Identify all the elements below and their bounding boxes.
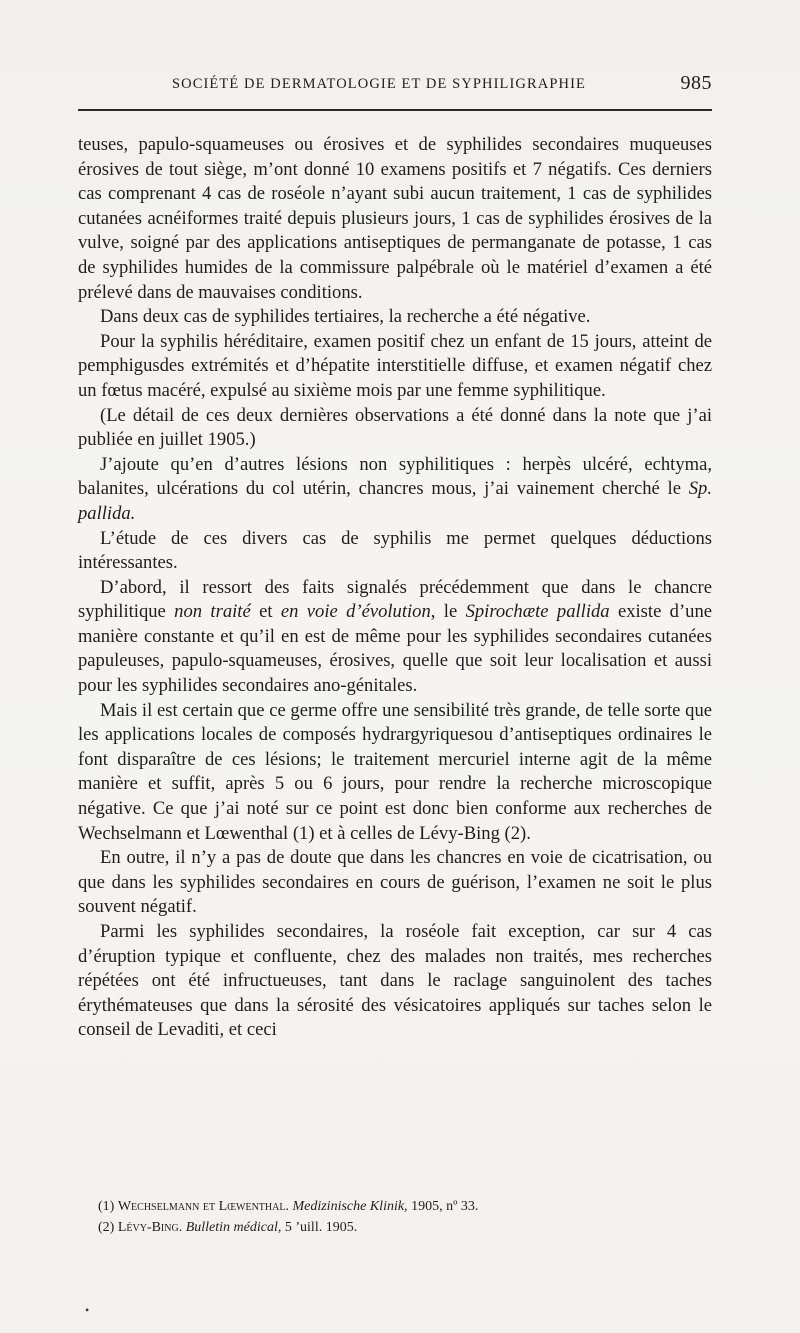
italic-term: Spirochæte pallida	[465, 601, 610, 623]
paragraph: Dans deux cas de syphilides tertiaires, la recherche a été négative.	[100, 306, 591, 328]
footnote-number: (2)	[98, 1220, 118, 1235]
paragraph: (Le détail de ces deux dernières observations a été donné dans la note que j’ai publiée en juillet 1905.)	[78, 404, 712, 451]
paragraph: Pour la syphilis héréditaire, examen positif chez un enfant de 15 jours, atteint de pemphigusdes extrémités et d’hépatite interstitielle diffuse, et examen négatif chez un fœtus macéré, expulsé au sixième mois par une femme syphilitique.	[78, 330, 712, 401]
footnote-journal: Bulletin médical,	[185, 1220, 282, 1235]
paragraph-text: existe d’une manière constante et qu’il en est de même pour les syphilides secondaires cutanées papuleuses, papulo-squameuses, érosives, quelle que soit leur localisation et aussi pour les syphilides secondaires ano-génitales.	[78, 601, 713, 697]
page-header	[78, 74, 712, 98]
footnote-2	[98, 1217, 718, 1238]
paragraph: L’étude de ces divers cas de syphilis me permet quelques déductions intéressantes.	[78, 527, 712, 574]
footnote-details: 5 ’uill. 1905.	[281, 1220, 358, 1235]
paragraph	[78, 453, 712, 527]
paragraph-text: D’abord, il ressort des faits signalés précédemment que dans le chancre syphilitique	[78, 576, 712, 623]
footnote-details: 1905, nº 33.	[407, 1199, 479, 1214]
running-title: SOCIÉTÉ DE DERMATOLOGIE ET DE SYPHILIGRAPHIE	[172, 76, 586, 92]
italic-term: Sp. pallida.	[78, 478, 712, 524]
italic-term: non traité	[174, 601, 251, 623]
paragraph: En outre, il n’y a pas de doute que dans les chancres en voie de cicatrisation, ou que dans les syphilides secondaires en cours de guérison, l’examen ne soit le plus souvent négatif.	[78, 847, 712, 918]
paragraph: Mais il est certain que ce germe offre une sensibilité très grande, de telle sorte que les applications locales de composés hydrargyriquesou d’antiseptiques ordinaires le font disparaître de ces lésions; le traitement mercuriel interne agit de la même manière et suffit, après 5 ou 6 jours, pour rendre la recherche microscopique négative. Ce que j’ai noté sur ce point est donc bien conforme aux recherches de Wechselmann et Lœwenthal (1) et à celles de Lévy-Bing (2).	[78, 699, 712, 844]
page-number: 985	[680, 72, 712, 94]
paragraph-text: et	[250, 601, 281, 623]
footnote-journal: Medizinische Klinik,	[292, 1199, 408, 1214]
paragraph	[78, 576, 712, 699]
body-text	[78, 133, 712, 1043]
footnote-authors: Wechselmann et Lœwenthal.	[117, 1199, 289, 1214]
footnote-number: (1)	[98, 1199, 118, 1214]
paragraph-text: , le	[430, 601, 466, 623]
paragraph: Parmi les syphilides secondaires, la roséole fait exception, car sur 4 cas d’éruption typique et confluente, chez des malades non traités, mes recherches répétées ont été infructueuses, tant dans le raclage sanguinolent des taches érythémateuses que dans la sérosité des vésicatoires appliqués sur taches selon le conseil de Levaditi, et ceci	[78, 921, 712, 1041]
paragraph-text: J’ajoute qu’en d’autres lésions non syphilitiques : herpès ulcéré, echtyma, balanites, ulcérations du col utérin, chancres mous, j’ai vainement cherché le	[78, 453, 712, 500]
italic-term: en voie d’évolution	[280, 601, 431, 623]
footnote-authors: Lévy-Bing.	[117, 1220, 183, 1235]
footnote-1	[98, 1196, 718, 1217]
paragraph: teuses, papulo-squameuses ou érosives et de syphilides secondaires muqueuses érosives de tout siège, m’ont donné 10 examens positifs et 7 négatifs. Ces derniers cas comprenant 4 cas de roséole n’ayant subi aucun traitement, 1 cas de syphilides cutanées acnéiformes traité depuis plusieurs jours, 1 cas de syphilides érosives de la vulve, soigné par des applications antiseptiques de permanganate de potasse, 1 cas de syphilides humides de la commissure palpébrale où le matériel d’examen a été prélevé dans de mauvaises conditions.	[78, 134, 712, 303]
bottom-mark: •	[85, 1303, 90, 1317]
header-rule	[78, 109, 712, 111]
footnotes	[98, 1196, 718, 1238]
